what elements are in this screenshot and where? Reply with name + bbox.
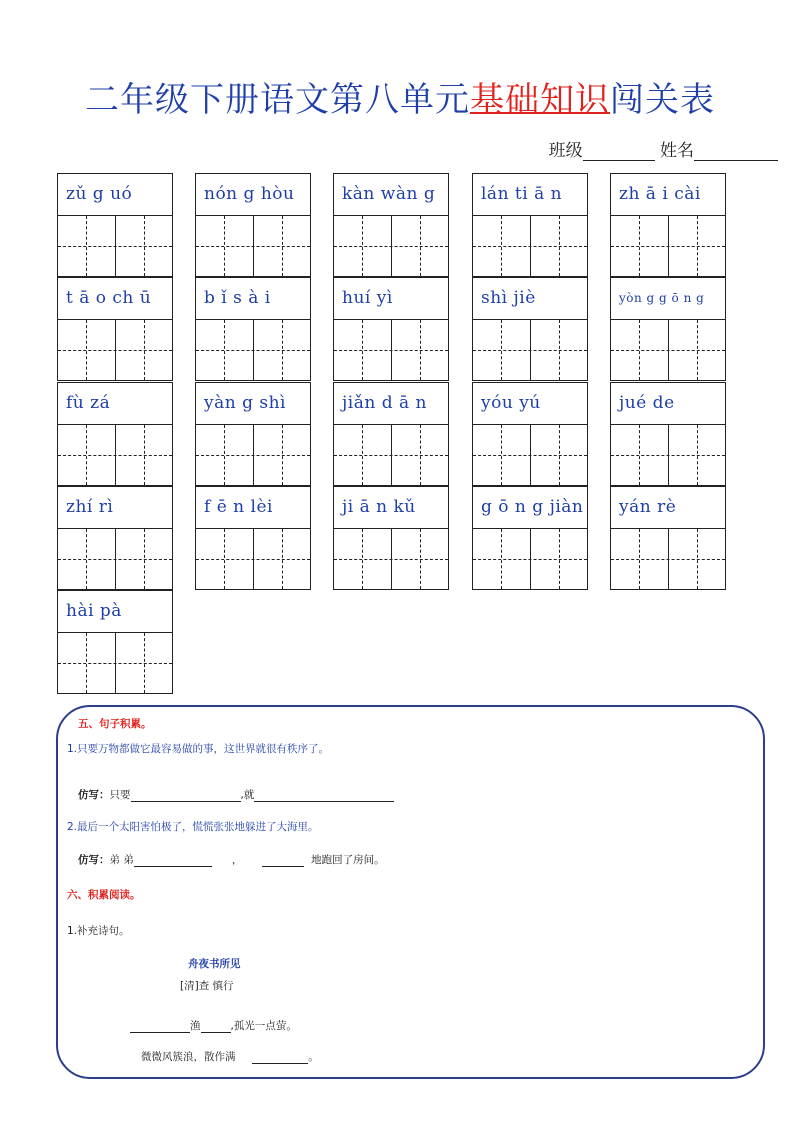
- writing-boxes[interactable]: [196, 529, 310, 589]
- pinyin-text: lán ti ā n: [473, 174, 587, 216]
- grid-line: [334, 455, 448, 456]
- name-blank[interactable]: [694, 142, 778, 161]
- poem-blank3[interactable]: [252, 1052, 308, 1064]
- writing-boxes[interactable]: [334, 216, 448, 276]
- writing-boxes[interactable]: [196, 320, 310, 380]
- grid-line: [144, 216, 145, 276]
- pinyin-text: kàn wàn g: [334, 174, 448, 216]
- pinyin-cell: [57, 277, 173, 381]
- grid-line: [559, 425, 560, 485]
- poem-title: 舟夜书所见: [188, 958, 241, 970]
- grid-line: [362, 425, 363, 485]
- pinyin-text: jué de: [611, 383, 725, 425]
- grid-line: [611, 350, 725, 351]
- pinyin-cell: [195, 486, 311, 590]
- grid-line: [611, 559, 725, 560]
- grid-line: [473, 559, 587, 560]
- grid-line: [611, 455, 725, 456]
- grid-line: [86, 529, 87, 589]
- pinyin-cell: [57, 173, 173, 277]
- pinyin-text: f ē n lèi: [196, 487, 310, 529]
- pinyin-cell: [333, 277, 449, 381]
- grid-line: [86, 633, 87, 693]
- grid-line: [559, 529, 560, 589]
- section5-item1: 1.只要万物都做它最容易做的事，这世界就很有秩序了。: [67, 743, 330, 755]
- grid-line: [639, 425, 640, 485]
- poem-line2-a: 微微风簇浪，散作满: [141, 1051, 236, 1063]
- pinyin-cell: [195, 277, 311, 381]
- grid-line: [196, 559, 310, 560]
- grid-line: [639, 529, 640, 589]
- poem-line1-a: 渔: [190, 1020, 201, 1032]
- pinyin-cell: [610, 486, 726, 590]
- grid-line: [144, 425, 145, 485]
- writing-boxes[interactable]: [58, 633, 172, 693]
- writing-boxes[interactable]: [196, 425, 310, 485]
- grid-line: [334, 350, 448, 351]
- poem-line2: [141, 1049, 319, 1064]
- pinyin-cell: [57, 486, 173, 590]
- poem-line1-b: ,孤光一点萤。: [230, 1020, 297, 1032]
- grid-line: [501, 425, 502, 485]
- class-name-line: [549, 136, 778, 161]
- section5-fangxie1: [78, 787, 394, 802]
- grid-line: [473, 246, 587, 247]
- grid-line: [639, 216, 640, 276]
- grid-line: [58, 246, 172, 247]
- grid-line: [697, 529, 698, 589]
- pinyin-text: yóu yú: [473, 383, 587, 425]
- grid-line: [362, 320, 363, 380]
- grid-line: [334, 559, 448, 560]
- writing-boxes[interactable]: [611, 425, 725, 485]
- grid-line: [334, 246, 448, 247]
- grid-line: [559, 320, 560, 380]
- name-label: 姓名: [660, 141, 694, 161]
- grid-line: [697, 425, 698, 485]
- fangxie-label: 仿写：: [78, 789, 110, 801]
- grid-line: [144, 633, 145, 693]
- pinyin-text: g ō n g jiàn: [473, 487, 587, 529]
- grid-line: [224, 425, 225, 485]
- grid-line: [224, 320, 225, 380]
- grid-line: [697, 320, 698, 380]
- pinyin-cell: [610, 173, 726, 277]
- writing-boxes[interactable]: [334, 529, 448, 589]
- grid-line: [420, 320, 421, 380]
- section6-heading: 六、积累阅读。: [67, 889, 141, 901]
- grid-line: [282, 529, 283, 589]
- grid-line: [501, 320, 502, 380]
- pinyin-cell: [57, 382, 173, 486]
- writing-boxes[interactable]: [473, 425, 587, 485]
- pinyin-cell: [195, 173, 311, 277]
- section5-fangxie2: [78, 852, 385, 867]
- pinyin-cell: [472, 277, 588, 381]
- grid-line: [473, 350, 587, 351]
- grid-line: [501, 529, 502, 589]
- grid-line: [224, 216, 225, 276]
- writing-boxes[interactable]: [58, 425, 172, 485]
- writing-boxes[interactable]: [58, 216, 172, 276]
- pinyin-text: t ā o ch ū: [58, 278, 172, 320]
- writing-boxes[interactable]: [58, 320, 172, 380]
- pinyin-text: zhí rì: [58, 487, 172, 529]
- writing-boxes[interactable]: [334, 425, 448, 485]
- grid-line: [196, 455, 310, 456]
- grid-line: [144, 529, 145, 589]
- class-blank[interactable]: [583, 142, 655, 161]
- item2-a: 弟 弟: [109, 854, 134, 866]
- writing-boxes[interactable]: [58, 529, 172, 589]
- writing-boxes[interactable]: [473, 529, 587, 589]
- pinyin-text: nón g hòu: [196, 174, 310, 216]
- item1-a: 只要: [109, 789, 131, 801]
- writing-boxes[interactable]: [611, 529, 725, 589]
- pinyin-cell: [472, 382, 588, 486]
- section5-heading: 五、句子积累。: [78, 718, 152, 730]
- grid-line: [559, 216, 560, 276]
- pinyin-text: ji ā n kǔ: [334, 487, 448, 529]
- pinyin-cell: [472, 173, 588, 277]
- poem-author: [清]查 慎行: [180, 980, 234, 992]
- pinyin-text: fù zá: [58, 383, 172, 425]
- pinyin-cell: [333, 382, 449, 486]
- grid-line: [58, 350, 172, 351]
- grid-line: [639, 320, 640, 380]
- grid-line: [282, 216, 283, 276]
- pinyin-text: zh ā i cài: [611, 174, 725, 216]
- pinyin-cell: [610, 277, 726, 381]
- grid-line: [420, 216, 421, 276]
- grid-line: [362, 216, 363, 276]
- grid-line: [86, 425, 87, 485]
- grid-line: [58, 455, 172, 456]
- pinyin-text: shì jiè: [473, 278, 587, 320]
- grid-line: [196, 350, 310, 351]
- grid-line: [697, 216, 698, 276]
- grid-line: [58, 663, 172, 664]
- poem-line2-end: 。: [308, 1051, 319, 1063]
- grid-line: [86, 216, 87, 276]
- pinyin-cell: [333, 173, 449, 277]
- grid-line: [362, 529, 363, 589]
- fangxie-label-2: 仿写：: [78, 854, 110, 866]
- pinyin-text: yán rè: [611, 487, 725, 529]
- item1-b: ,就: [240, 789, 255, 801]
- class-label: 班级: [548, 141, 583, 161]
- pinyin-text: b ǐ s à i: [196, 278, 310, 320]
- pinyin-cell: [57, 590, 173, 694]
- item1-blank1[interactable]: [131, 790, 241, 802]
- pinyin-text: jiǎn d ā n: [334, 383, 448, 425]
- grid-line: [611, 246, 725, 247]
- writing-boxes[interactable]: [334, 320, 448, 380]
- item2-b: 地跑回了房间。: [311, 854, 385, 866]
- grid-line: [420, 529, 421, 589]
- item1-blank2[interactable]: [254, 790, 394, 802]
- page-title: 二年级下册语文第八单元基础知识闯关表: [85, 80, 715, 120]
- pinyin-text: yòn g g ō n g: [611, 278, 725, 320]
- pinyin-cell: [333, 486, 449, 590]
- writing-boxes[interactable]: [196, 216, 310, 276]
- grid-line: [420, 425, 421, 485]
- writing-boxes[interactable]: [611, 320, 725, 380]
- exercise-panel: [56, 705, 765, 1079]
- grid-line: [224, 529, 225, 589]
- writing-boxes[interactable]: [473, 216, 587, 276]
- item2-blank1[interactable]: [134, 855, 212, 867]
- poem-blank1[interactable]: [130, 1021, 190, 1033]
- pinyin-text: zǔ g uó: [58, 174, 172, 216]
- grid-line: [196, 246, 310, 247]
- grid-line: [144, 320, 145, 380]
- pinyin-cell: [610, 382, 726, 486]
- pinyin-text: yàn g shì: [196, 383, 310, 425]
- writing-boxes[interactable]: [473, 320, 587, 380]
- poem-line1: [130, 1018, 297, 1033]
- grid-line: [282, 425, 283, 485]
- pinyin-text: hài pà: [58, 591, 172, 633]
- item2-comma: ，: [231, 854, 243, 866]
- poem-blank2[interactable]: [201, 1021, 231, 1033]
- pinyin-text: huí yì: [334, 278, 448, 320]
- item2-blank2[interactable]: [262, 855, 304, 867]
- grid-line: [58, 559, 172, 560]
- grid-line: [86, 320, 87, 380]
- section6-item1: 1.补充诗句。: [67, 925, 130, 937]
- pinyin-cell: [472, 486, 588, 590]
- grid-line: [473, 455, 587, 456]
- writing-boxes[interactable]: [611, 216, 725, 276]
- pinyin-cell: [195, 382, 311, 486]
- grid-line: [501, 216, 502, 276]
- grid-line: [282, 320, 283, 380]
- section5-item2: 2.最后一个太阳害怕极了，慌慌张张地躲进了大海里。: [67, 821, 319, 833]
